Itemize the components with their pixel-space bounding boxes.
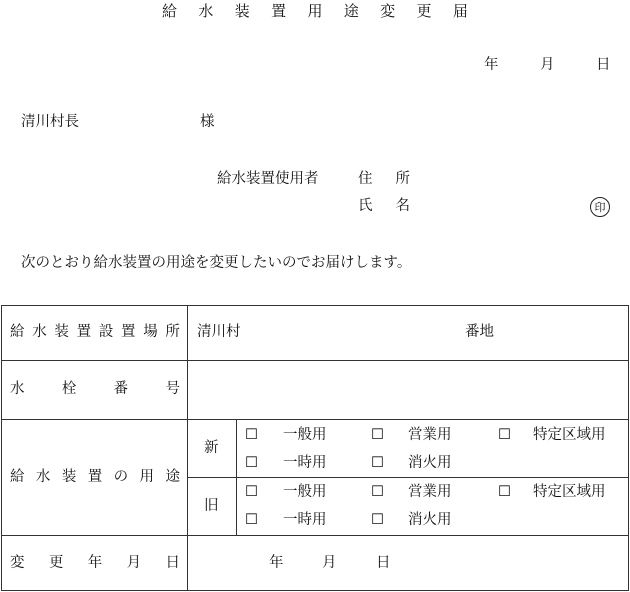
new-general-checkbox[interactable]: ☐ [245, 426, 258, 443]
new-temporary-label: 一時用 [283, 454, 327, 471]
table-border-right [628, 305, 629, 591]
location-label: 給 水 装 置 設 置 場 所 [10, 324, 180, 341]
addressee-honorific: 様 [200, 114, 215, 130]
new-old-divider [187, 477, 629, 478]
applicant-role: 給水装置使用者 [217, 171, 319, 187]
addressee-name: 清川村長 [21, 114, 79, 130]
new-label: 新 [204, 439, 219, 456]
change-date-label: 変 更 年 月 日 [10, 554, 180, 571]
table-border-left [1, 305, 2, 591]
document-title: 給 水 装 置 用 途 変 更 届 [162, 2, 468, 20]
usage-label: 給 水 装 置 の 用 途 [10, 468, 180, 485]
new-fire-label: 消火用 [408, 454, 452, 471]
location-village: 清川村 [197, 324, 241, 341]
old-general-checkbox[interactable]: ☐ [245, 483, 258, 500]
new-general-label: 一般用 [283, 426, 327, 443]
usage-change-table [1, 305, 629, 591]
new-business-checkbox[interactable]: ☐ [371, 426, 384, 443]
old-fire-checkbox[interactable]: ☐ [371, 511, 384, 528]
old-label: 旧 [204, 497, 219, 514]
address-label: 住 所 [358, 171, 410, 187]
old-business-checkbox[interactable]: ☐ [371, 483, 384, 500]
old-special-area-checkbox[interactable]: ☐ [498, 483, 511, 500]
change-date-year: 年 [269, 554, 284, 571]
change-date-day: 日 [376, 554, 391, 571]
date-day-label: 日 [596, 57, 611, 73]
new-fire-checkbox[interactable]: ☐ [371, 454, 384, 471]
new-temporary-checkbox[interactable]: ☐ [245, 454, 258, 471]
old-general-label: 一般用 [283, 483, 327, 500]
change-date-month: 月 [322, 554, 337, 571]
date-year-label: 年 [484, 57, 499, 73]
old-special-area-label: 特定区域用 [533, 483, 606, 500]
name-label: 氏 名 [358, 198, 410, 214]
date-month-label: 月 [540, 57, 555, 73]
new-special-area-checkbox[interactable]: ☐ [498, 426, 511, 443]
new-old-column-divider [236, 419, 237, 535]
old-temporary-label: 一時用 [283, 511, 327, 528]
location-suffix: 番地 [465, 324, 494, 341]
label-column-divider [187, 305, 188, 591]
old-fire-label: 消火用 [408, 511, 452, 528]
hydrant-label: 水 栓 番 号 [10, 381, 180, 398]
old-business-label: 営業用 [408, 483, 452, 500]
seal-mark: 印 [590, 197, 610, 217]
new-special-area-label: 特定区域用 [533, 426, 606, 443]
old-temporary-checkbox[interactable]: ☐ [245, 511, 258, 528]
statement-text: 次のとおり給水装置の用途を変更したいのでお届けします。 [21, 255, 412, 271]
new-business-label: 営業用 [408, 426, 452, 443]
